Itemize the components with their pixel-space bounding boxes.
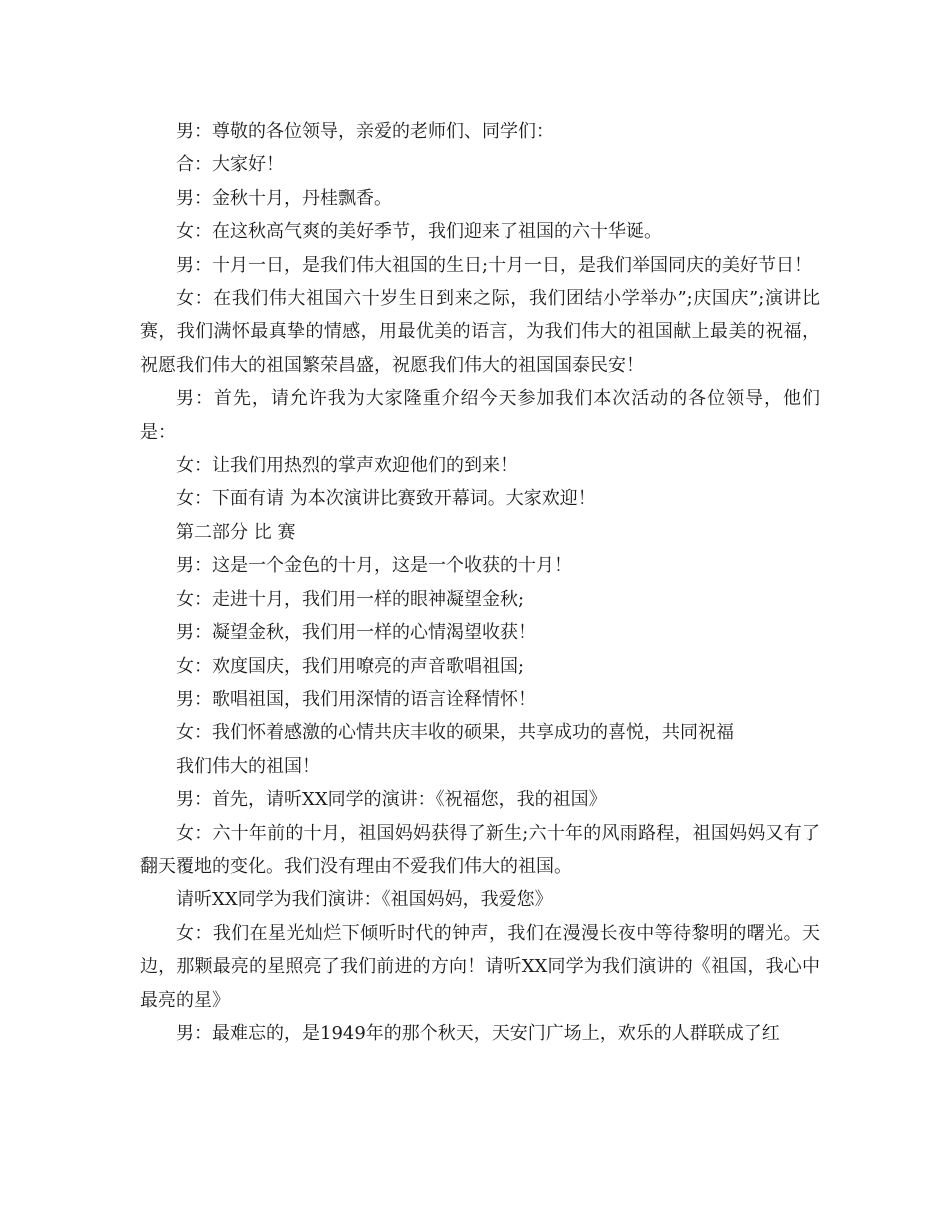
paragraph: 合：大家好！ [176, 154, 284, 176]
paragraph: 男：最难忘的，是1949年的那个秋天，天安门广场上，欢乐的人群联成了红 [176, 1022, 780, 1044]
paragraph: 女：我们在星光灿烂下倾听时代的钟声，我们在漫漫长夜中等待黎明的曙光。天边，那颗最亮的星照亮了我们前进的方向！请听XX同学为我们演讲的《祖国，我心中最亮的星》 [140, 922, 820, 1011]
paragraph: 男：首先，请听XX同学的演讲：《祝福您，我的祖国》 [176, 789, 607, 811]
paragraph: 男：尊敬的各位领导，亲爱的老师们、同学们： [176, 121, 554, 142]
paragraph: 女：我们怀着感激的心情共庆丰收的硕果，共享成功的喜悦，共同祝福 [176, 722, 734, 744]
paragraph: 女：在我们伟大祖国六十岁生日到来之际，我们团结小学举办”;庆国庆”;演讲比赛，我们满怀最真挚的情感，用最优美的语言，为我们伟大的祖国献上最美的祝福，祝愿我们伟大的祖国繁荣昌盛，祝愿我们伟大的祖国国泰民安！ [140, 288, 820, 376]
paragraph: 请听XX同学为我们演讲：《祖国妈妈，我爱您》 [176, 889, 553, 911]
paragraph: 我们伟大的祖国！ [176, 755, 320, 777]
paragraph: 女：走进十月，我们用一样的眼神凝望金秋; [176, 588, 525, 610]
paragraph: 女：让我们用热烈的掌声欢迎他们的到来！ [176, 455, 518, 477]
paragraph: 女：在这秋高气爽的美好季节，我们迎来了祖国的六十华诞。 [176, 221, 662, 243]
paragraph: 男：金秋十月，丹桂飘香。 [176, 187, 392, 209]
section-heading: 第二部分 比 赛 [176, 521, 296, 543]
paragraph: 男：十月一日，是我们伟大祖国的生日;十月一日，是我们举国同庆的美好节日！ [176, 254, 813, 276]
paragraph: 女：六十年前的十月，祖国妈妈获得了新生;六十年的风雨路程，祖国妈妈又有了翻天覆地的变化。我们没有理由不爱我们伟大的祖国。 [140, 822, 820, 877]
paragraph: 男：凝望金秋，我们用一样的心情渴望收获！ [176, 622, 536, 644]
paragraph: 男：歌唱祖国，我们用深情的语言诠释情怀！ [176, 688, 536, 710]
paragraph: 女：下面有请 为本次演讲比赛致开幕词。大家欢迎！ [176, 488, 596, 510]
paragraph: 男：这是一个金色的十月，这是一个收获的十月！ [176, 555, 572, 577]
paragraph: 男：首先，请允许我为大家隆重介绍今天参加我们本次活动的各位领导，他们是： [140, 388, 820, 443]
document-body [140, 115, 820, 1050]
paragraph: 女：欢度国庆，我们用嘹亮的声音歌唱祖国; [176, 655, 525, 677]
